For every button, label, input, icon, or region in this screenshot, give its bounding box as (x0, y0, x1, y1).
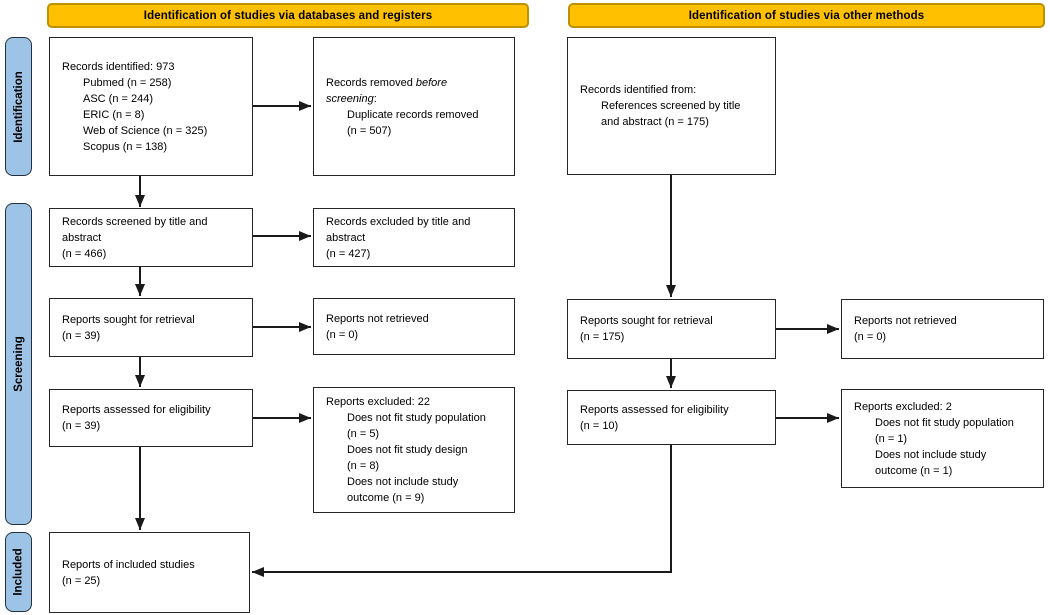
box-reports-of-included-studies (49, 532, 250, 613)
banner-databases-registers-label: Identification of studies via databases and registers (143, 9, 433, 22)
box-text-line: Does not include study (875, 448, 987, 461)
box-text-line: abstract (326, 231, 366, 244)
box-text-line: ERIC (n = 8) (83, 108, 145, 121)
banner-databases-registers (47, 3, 529, 28)
box-text-line: Duplicate records removed (347, 108, 479, 121)
stage-label-screening-text: Screening (12, 336, 25, 392)
box-text-line: Records excluded by title and (326, 215, 471, 228)
box-reports-not-retrieved-other (841, 299, 1044, 359)
box-records-excluded (313, 208, 515, 267)
box-text-line: (n = 0) (854, 331, 887, 343)
box-text-line: (n = 507) (347, 124, 392, 137)
box-text-line: (n = 0) (326, 328, 359, 341)
box-reports-not-retrieved-databases (313, 298, 515, 355)
box-text-line: Records identified: 973 (62, 60, 175, 73)
box-reports-assessed-databases (49, 389, 253, 447)
box-text-line: Reports of included studies (62, 558, 195, 571)
box-text-line: (n = 466) (62, 247, 107, 260)
box-reports-sought-other (567, 299, 776, 359)
box-text-line: outcome (n = 1) (875, 464, 953, 477)
box-text-line: (n = 5) (347, 428, 380, 440)
box-text-line: Pubmed (n = 258) (83, 76, 172, 89)
box-text-line: Records screened by title and (62, 215, 208, 228)
box-reports-assessed-other (567, 390, 776, 445)
box-text-line: Scopus (n = 138) (83, 140, 168, 153)
stage-label-identification (5, 37, 32, 176)
box-text-line: Reports sought for retrieval (580, 315, 713, 327)
stage-label-identification-text: Identification (12, 70, 25, 143)
box-text-line: References screened by title (601, 100, 741, 112)
box-reports-excluded-databases (313, 387, 515, 513)
box-text-line: Reports excluded: 2 (854, 400, 952, 413)
box-text-line: Does not fit study population (347, 412, 486, 424)
box-text-line: Reports assessed for eligibility (62, 404, 211, 416)
box-records-identified-other (567, 37, 776, 175)
box-text-line: Reports not retrieved (854, 315, 957, 327)
box-text-line: Does not fit study design (347, 444, 468, 456)
box-text-line: Reports assessed for eligibility (580, 403, 729, 416)
box-text-line: Reports sought for retrieval (62, 313, 195, 326)
box-text-line: and abstract (n = 175) (601, 116, 709, 128)
box-text-line: ASC (n = 244) (83, 92, 154, 105)
box-records-removed-before-screening (313, 37, 515, 176)
box-text-line: (n = 175) (580, 331, 625, 343)
box-text-line: (n = 39) (62, 329, 101, 342)
stage-label-included-text: Included (12, 548, 25, 596)
box-text-line: Web of Science (n = 325) (83, 124, 208, 137)
box-text-line: (n = 8) (347, 460, 380, 472)
stage-label-included (5, 532, 32, 612)
box-text-line: Records removed before (326, 76, 448, 89)
box-reports-sought-databases (49, 298, 253, 357)
box-text-line: (n = 1) (875, 432, 908, 445)
box-text-line: Does not include study (347, 476, 459, 488)
box-text-line: (n = 10) (580, 419, 619, 432)
box-text-line: Records identified from: (580, 84, 697, 96)
box-text-line: outcome (n = 9) (347, 492, 425, 504)
box-text-line: abstract (62, 231, 102, 244)
banner-other-methods-label: Identification of studies via other methods (688, 9, 925, 22)
box-text-line: Reports not retrieved (326, 312, 429, 325)
box-text-line: Does not fit study population (875, 416, 1014, 429)
box-records-identified-databases (49, 37, 253, 176)
stage-label-screening (5, 203, 32, 525)
box-reports-excluded-other (841, 389, 1044, 488)
box-text-line: (n = 39) (62, 420, 101, 432)
box-text-line: (n = 427) (326, 247, 371, 260)
box-text-line: (n = 25) (62, 574, 101, 587)
box-text-line: screening: (326, 92, 377, 105)
box-text-line: Reports excluded: 22 (326, 396, 430, 408)
banner-other-methods (568, 3, 1045, 28)
box-records-screened (49, 208, 253, 267)
